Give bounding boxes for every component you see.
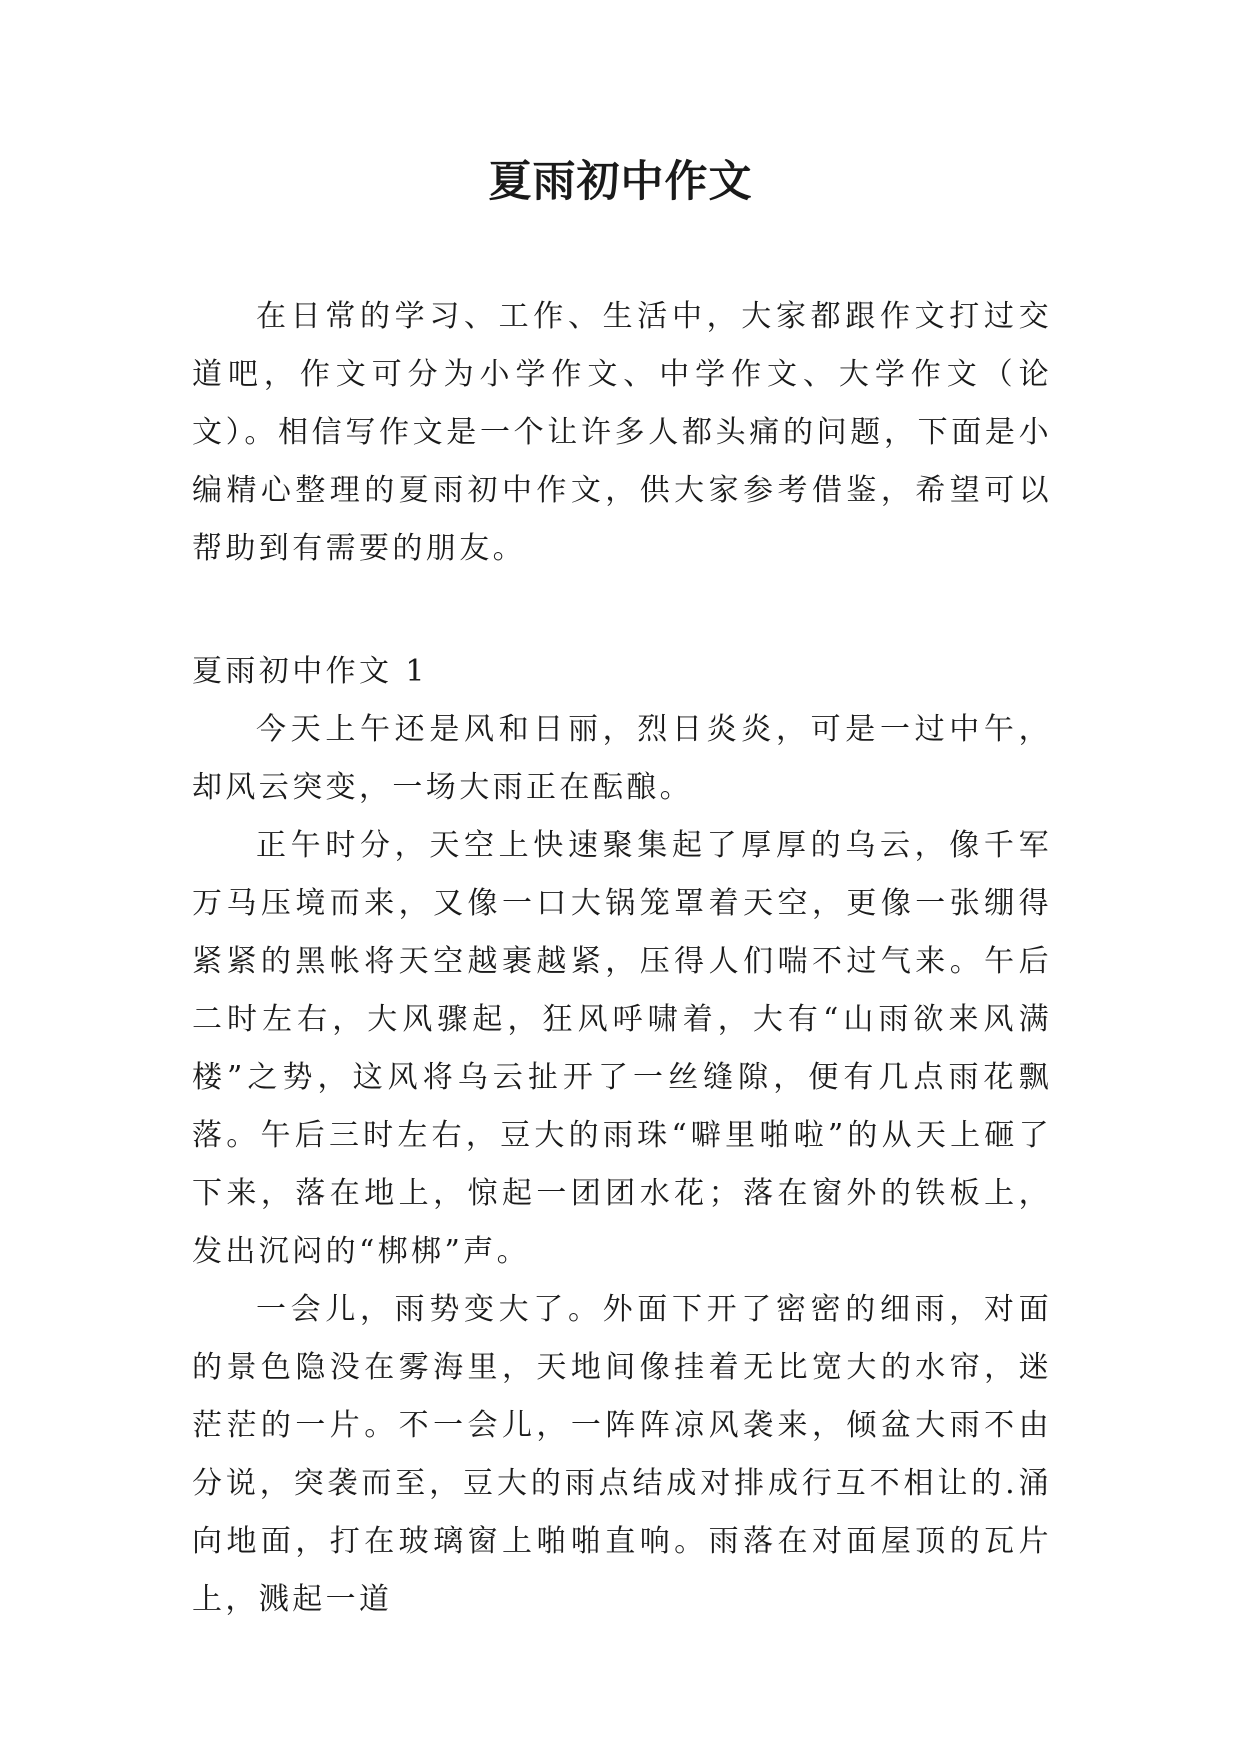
essay-paragraph-2: 正午时分，天空上快速聚集起了厚厚的乌云，像千军万马压境而来，又像一口大锅笼罩着天空，更像一张绷得紧紧的黑帐将天空越裹越紧，压得人们喘不过气来。午后二时左右，大风骤起，狂风呼啸着，大有“山雨欲来风满楼”之势，这风将乌云扯开了一丝缝隙，便有几点雨花飘落。午后三时左右，豆大的雨珠“噼里啪啦”的从天上砸了下来，落在地上，惊起一团团水花；落在窗外的铁板上，发出沉闷的“梆梆”声。: [192, 828, 1052, 1269]
essay-paragraph-3: 一会儿，雨势变大了。外面下开了密密的细雨，对面的景色隐没在雾海里，天地间像挂着无比宽大的水帘，迷茫茫的一片。不一会儿，一阵阵凉风袭来，倾盆大雨不由分说，突袭而至，豆大的雨点结成对排成行互不相让的.涌向地面，打在玻璃窗上啪啪直响。雨落在对面屋顶的瓦片上，溅起一道: [192, 1292, 1052, 1617]
section-heading: 夏雨初中作文 1: [192, 654, 428, 689]
document-title: 夏雨初中作文: [488, 157, 753, 207]
essay-paragraph-1: 今天上午还是风和日丽，烈日炎炎，可是一过中午，却风云突变，一场大雨正在酝酿。: [192, 712, 1052, 805]
intro-paragraph: 在日常的学习、工作、生活中，大家都跟作文打过交道吧，作文可分为小学作文、中学作文、大学作文（论文）。相信写作文是一个让许多人都头痛的问题，下面是小编精心整理的夏雨初中作文，供大家参考借鉴，希望可以帮助到有需要的朋友。: [192, 299, 1052, 566]
